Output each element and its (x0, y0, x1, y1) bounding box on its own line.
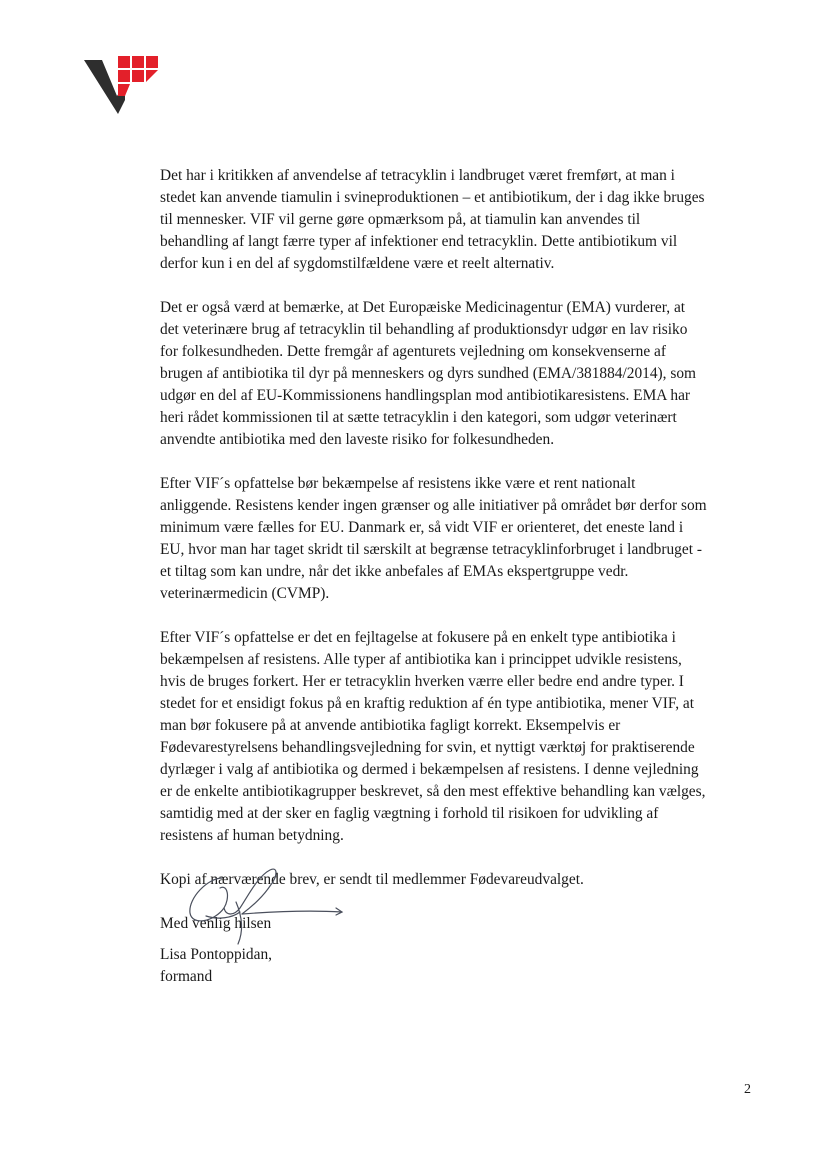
paragraph-eu-resistance: Efter VIF´s opfattelse bør bekæmpelse af resistens ikke være et rent nationalt anliggende. Resistens kender ingen grænser og alle initiativer på området bør derfor som minimum være fælles for EU. Danmark er, så vidt VIF er orienteret, det eneste land i EU, hvor man har taget skridt til særskilt at begrænse tetracyklinforbruget i landbruget - et tiltag som kan undre, når det ikke anbefales af EMAs ekspertgruppe vedr. veterinærmedicin (CVMP). (160, 475, 707, 602)
logo-red-block-low (118, 84, 130, 96)
logo-red-block-wedge (146, 70, 158, 82)
page-number: 2 (744, 1082, 751, 1097)
logo-red-block-top-mid (132, 56, 144, 68)
paragraph-tiamulin: Det har i kritikken af anvendelse af tetracyklin i landbruget været fremført, at man i stedet kan anvende tiamulin i svineproduktionen – et antibiotikum, der i dag ikke bruges til mennesker. VIF vil gerne gøre opmærksom på, at tiamulin kan anvendes til behandling af langt færre typer af infektioner end tetracyklin. Dette antibiotikum vil derfor kun i en del af sygdomstilfældene være et reelt alternativ. (160, 167, 705, 272)
letter-body (160, 165, 760, 957)
handwritten-signature (178, 858, 350, 948)
signer-title: formand (160, 968, 213, 985)
paragraph-ema-assessment: Det er også værd at bemærke, at Det Europæiske Medicinagentur (EMA) vurderer, at det veterinære brug af tetracyklin til behandling af produktionsdyr udgør en lav risiko for folkesundheden. Dette fremgår af agenturets vejledning om konsekvenserne af brugen af antibiotika til dyr på menneskers og dyrs sundhed (EMA/381884/2014), som udgør en del af EU-Kommissionens handlingsplan mod antibiotikaresistens. EMA har heri rådet kommissionen til at sætte tetracyklin i den kategori, som udgør veterinært anvendte antibiotika med den laveste risiko for folkesundheden. (160, 299, 697, 448)
logo-red-block-mid-left (118, 70, 130, 82)
logo-red-block-top-left (118, 56, 130, 68)
closing-greeting: Med venlig hilsen (160, 915, 272, 932)
logo-red-block-top-right (146, 56, 158, 68)
paragraph-antibiotic-focus: Efter VIF´s opfattelse er det en fejltagelse at fokusere på en enkelt type antibiotika i bekæmpelsen af resistens. Alle typer af antibiotika kan i princippet udvikle resistens, hvis de bruges forkert. Her er tetracyklin hverken værre eller bedre end andre typer. I stedet for et ensidigt fokus på en kraftig reduktion af én type antibiotika, mener VIF, at man bør fokusere på at anvende antibiotika fagligt korrekt. Eksempelvis er Fødevarestyrelsens behandlingsvejledning for svin, et nyttigt værktøj for praktiserende dyrlæger i valg af antibiotika og dermed i bekæmpelsen af resistens. I denne vejledning er de enkelte antibiotikagrupper beskrevet, så den mest effektive behandling kan vælges, samtidig med at der sker en faglig vægtning i forhold til risikoen for udvikling af resistens af human betydning. (160, 629, 706, 844)
vif-logo (84, 56, 158, 114)
signer-name: Lisa Pontoppidan, (160, 946, 273, 963)
logo-red-block-mid-mid (132, 70, 144, 82)
signer-block (160, 944, 272, 988)
paragraph-copy-note: Kopi af nærværende brev, er sendt til medlemmer Fødevareudvalget. (160, 871, 584, 888)
